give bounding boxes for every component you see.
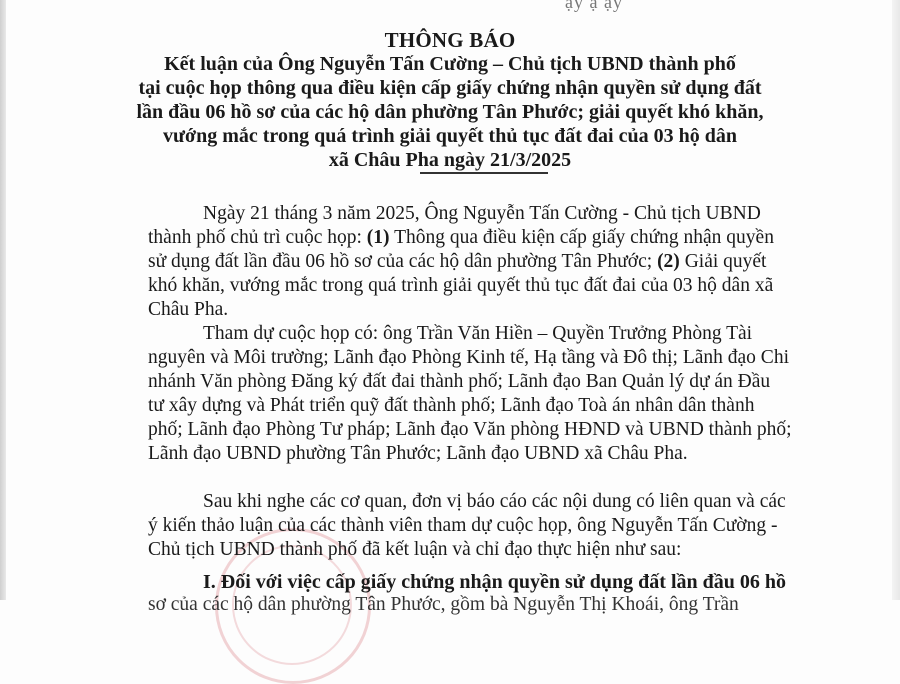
- text-run: Thông qua điều kiện cấp giấy chứng nhận quyền: [389, 227, 774, 248]
- subtitle-line: xã Châu Pha ngày 21/3/2025: [328, 149, 572, 171]
- cutoff-paragraph: [148, 593, 838, 617]
- paragraph-line: tư xây dựng và Phát triển quỹ đất thành phố; Lãnh đạo Toà án nhân dân thành: [148, 395, 755, 416]
- subtitle-line: tại cuộc họp thông qua điều kiện cấp giấy chứng nhận quyền sử dụng đất: [138, 77, 762, 99]
- document-title: THÔNG BÁO: [384, 28, 516, 52]
- item-number: (2): [657, 251, 680, 272]
- paragraph-line: nguyên và Môi trường; Lãnh đạo Phòng Kinh tế, Hạ tầng và Đô thị; Lãnh đạo Chi: [148, 347, 789, 368]
- subtitle-line: Kết luận của Ông Nguyễn Tấn Cường – Chủ tịch UBND thành phố: [164, 53, 736, 75]
- paragraph-line: phố; Lãnh đạo Phòng Tư pháp; Lãnh đạo Văn phòng HĐND và UBND thành phố;: [148, 419, 792, 440]
- text-run: sử dụng đất lần đầu 06 hồ sơ của các hộ dân phường Tân Phước;: [148, 251, 658, 272]
- paragraph-line: Sau khi nghe các cơ quan, đơn vị báo cáo các nội dung có liên quan và các: [203, 491, 786, 512]
- section-heading-text: I. Đối với việc cấp giấy chứng nhận quyền sử dụng đất lần đầu 06 hồ: [203, 571, 787, 593]
- paragraph-line: khó khăn, vướng mắc trong quá trình giải quyết thủ tục đất đai của 03 hộ dân xã: [148, 275, 774, 296]
- paragraph-line: [148, 226, 838, 250]
- paragraph-line: Ngày 21 tháng 3 năm 2025, Ông Nguyễn Tấn Cường - Chủ tịch UBND: [203, 203, 761, 224]
- section-heading-i: [148, 570, 838, 594]
- item-number: (1): [366, 227, 390, 248]
- text-run: Giải quyết: [679, 251, 767, 272]
- document-subtitle: [120, 52, 780, 172]
- paragraph-attendees: [148, 322, 838, 466]
- paragraph-line: Tham dự cuộc họp có: ông Trần Văn Hiền – Quyền Trưởng Phòng Tài: [203, 323, 753, 344]
- paragraph-conclusion-intro: [148, 490, 838, 562]
- paragraph-line: Châu Pha.: [148, 299, 229, 320]
- title-underline-divider: [420, 172, 548, 174]
- paragraph-line: sơ của các hộ dân phường Tân Phước, gồm bà Nguyễn Thị Khoái, ông Trần: [148, 594, 739, 615]
- text-run: thành phố chủ trì cuộc họp:: [148, 227, 367, 248]
- subtitle-line: lần đầu 06 hồ sơ của các hộ dân phường Tân Phước; giải quyết khó khăn,: [136, 101, 764, 123]
- subtitle-line: vướng mắc trong quá trình giải quyết thủ tục đất đai của 03 hộ dân: [163, 125, 737, 147]
- paragraph-line: Chủ tịch UBND thành phố đã kết luận và chỉ đạo thực hiện như sau:: [148, 539, 682, 560]
- paragraph-meeting-intro: [148, 202, 838, 322]
- paragraph-line: Lãnh đạo UBND phường Tân Phước; Lãnh đạo UBND xã Châu Pha.: [148, 443, 688, 464]
- paragraph-line: nhánh Văn phòng Đăng ký đất đai thành phố; Lãnh đạo Ban Quản lý dự án Đầu: [148, 371, 771, 392]
- paragraph-line: ý kiến thảo luận của các thành viên tham dự cuộc họp, ông Nguyễn Tấn Cường -: [148, 515, 778, 536]
- paragraph-line: [148, 250, 838, 274]
- top-cutoff-text: ạy ạ ạy: [565, 0, 623, 12]
